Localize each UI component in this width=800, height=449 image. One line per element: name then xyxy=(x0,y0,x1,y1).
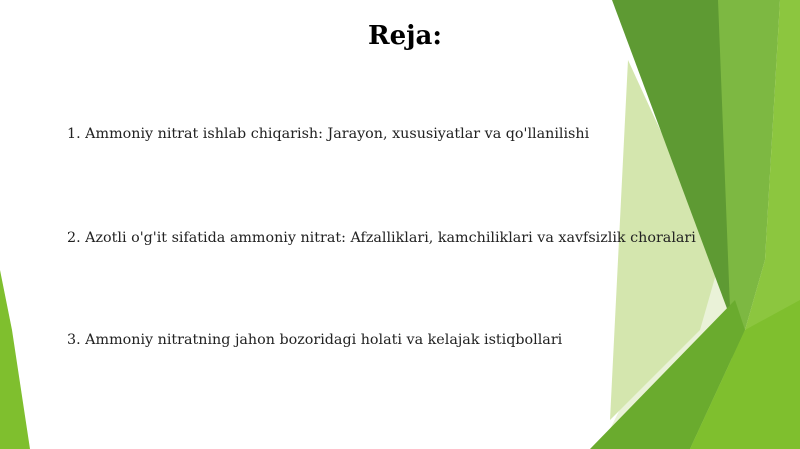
left-green-sliver xyxy=(0,270,30,449)
plan-item-1: 1. Ammoniy nitrat ishlab chiqarish: Jarayon, xususiyatlar va qo'llanilishi xyxy=(67,126,590,142)
plan-item-2: 2. Azotli o'g'it sifatida ammoniy nitrat: Afzalliklari, kamchiliklari va xavfsizlik choralari xyxy=(67,230,696,246)
plan-item-3: 3. Ammoniy nitratning jahon bozoridagi holati va kelajak istiqbollari xyxy=(67,332,563,348)
slide-title: Reja: xyxy=(367,21,442,51)
